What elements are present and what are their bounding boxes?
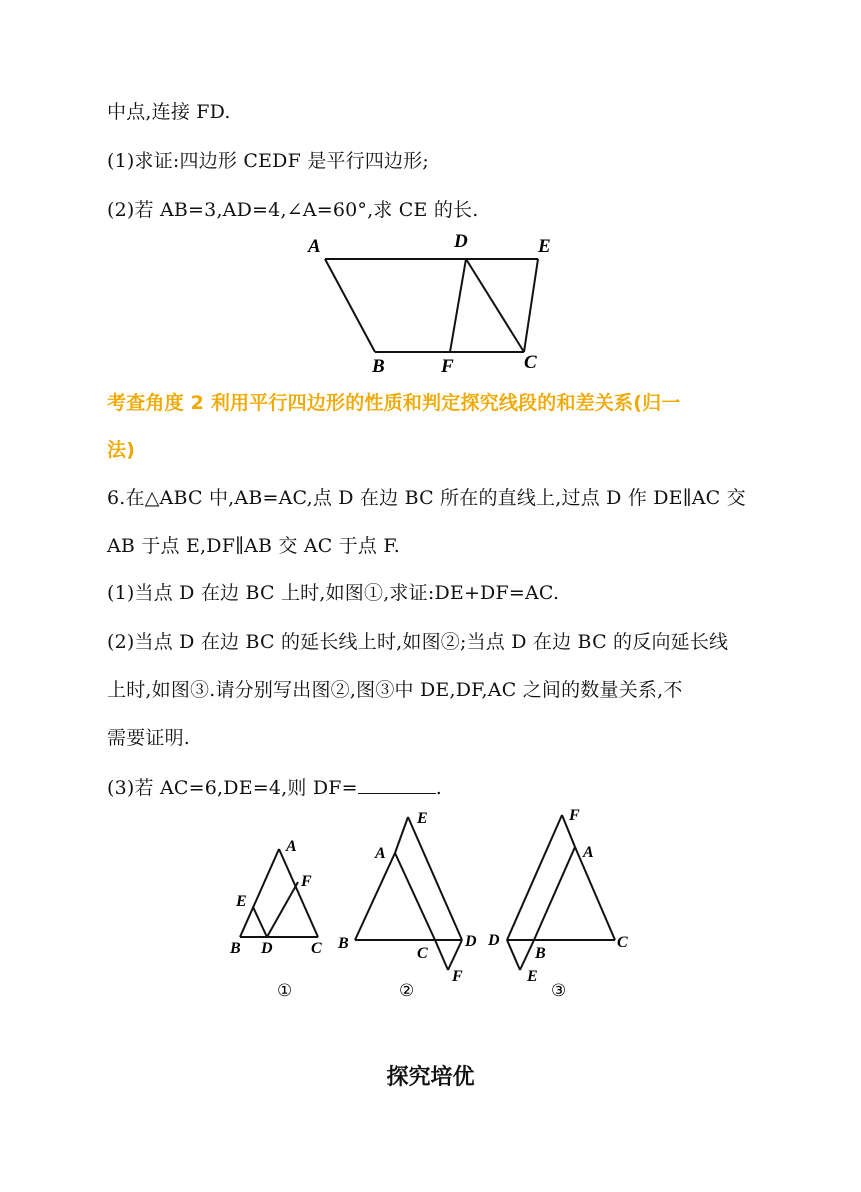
segment-DF: [267, 882, 298, 937]
fig1-label-F: F: [301, 873, 312, 890]
fig2-label-A: A: [375, 845, 386, 862]
problem6-question-3: [107, 775, 442, 800]
segment-CF: [435, 940, 448, 970]
segment-DF: [450, 259, 466, 352]
fig1-label-E: E: [236, 893, 247, 910]
problem5-continuation: 中点,连接 FD.: [107, 101, 231, 123]
fig2-label-F: F: [452, 968, 463, 985]
label-B: B: [372, 356, 385, 377]
problem6-question-1: (1)当点 D 在边 BC 上时,如图①,求证:DE+DF=AC.: [107, 582, 560, 604]
fig2-caption: ②: [399, 981, 415, 1000]
segment-DC: [466, 259, 524, 352]
label-C: C: [524, 352, 537, 373]
fig3-label-D: D: [488, 932, 500, 949]
label-D: D: [454, 231, 468, 252]
question-3-prefix: (3)若 AC=6,DE=4,则 DF=: [107, 777, 358, 799]
segment-AB: [325, 259, 375, 352]
segment-BE: [520, 940, 534, 970]
segment-ED: [408, 817, 462, 940]
fig1-caption: ①: [277, 981, 293, 1000]
fig1-label-D: D: [261, 940, 273, 957]
segment-EC: [524, 259, 538, 352]
segment-AB: [534, 847, 575, 940]
topic-heading-line2: 法): [107, 439, 136, 461]
problem5-question-1: (1)求证:四边形 CEDF 是平行四边形;: [107, 150, 430, 172]
fig2-label-E: E: [417, 810, 428, 827]
question-3-suffix: .: [435, 777, 443, 799]
fig1-label-A: A: [286, 838, 297, 855]
label-E: E: [538, 236, 551, 257]
segment-AE: [395, 817, 408, 853]
problem6-question-2-line2: 上时,如图③.请分别写出图②,图③中 DE,DF,AC 之间的数量关系,不: [107, 679, 683, 701]
fig3-label-A: A: [583, 844, 594, 861]
fig2-label-C: C: [417, 945, 428, 962]
problem5-question-2: (2)若 AB=3,AD=4,∠A=60°,求 CE 的长.: [107, 199, 479, 221]
problem6-stem-line1: 6.在△ABC 中,AB=AC,点 D 在边 BC 所在的直线上,过点 D 作 DE∥AC 交: [107, 487, 746, 509]
fig1-label-B: B: [230, 940, 241, 957]
problem5-figure: [300, 228, 560, 378]
label-A: A: [308, 236, 321, 257]
fig3-label-E: E: [527, 968, 538, 985]
figure-1: [225, 835, 335, 1005]
problem6-question-2-line1: (2)当点 D 在边 BC 的延长线上时,如图②;当点 D 在边 BC 的反向延长线: [107, 631, 729, 653]
fig2-label-B: B: [338, 935, 349, 952]
fig3-caption: ③: [551, 981, 567, 1000]
segment-DF: [448, 940, 462, 970]
problem6-stem-line2: AB 于点 E,DF∥AB 交 AC 于点 F.: [107, 535, 401, 557]
segment-AC: [575, 847, 615, 940]
segment-DF: [507, 815, 562, 940]
section-title: 探究培优: [386, 1065, 475, 1090]
segment-AB: [355, 853, 395, 940]
segment-DE: [253, 907, 267, 937]
fig1-label-C: C: [311, 940, 322, 957]
segment-AC: [279, 849, 318, 937]
figure-2: [335, 805, 480, 1005]
fig3-label-C: C: [617, 934, 628, 951]
topic-heading-line1: 考查角度 2 利用平行四边形的性质和判定探究线段的和差关系(归一: [107, 392, 681, 414]
problem6-question-2-line3: 需要证明.: [107, 727, 191, 749]
label-F: F: [441, 356, 454, 377]
figure-3: [485, 805, 635, 1005]
answer-blank: [358, 775, 436, 794]
fig3-label-F: F: [569, 807, 580, 824]
fig3-label-B: B: [535, 945, 546, 962]
fig2-label-D: D: [465, 933, 477, 950]
segment-DE: [507, 940, 520, 970]
